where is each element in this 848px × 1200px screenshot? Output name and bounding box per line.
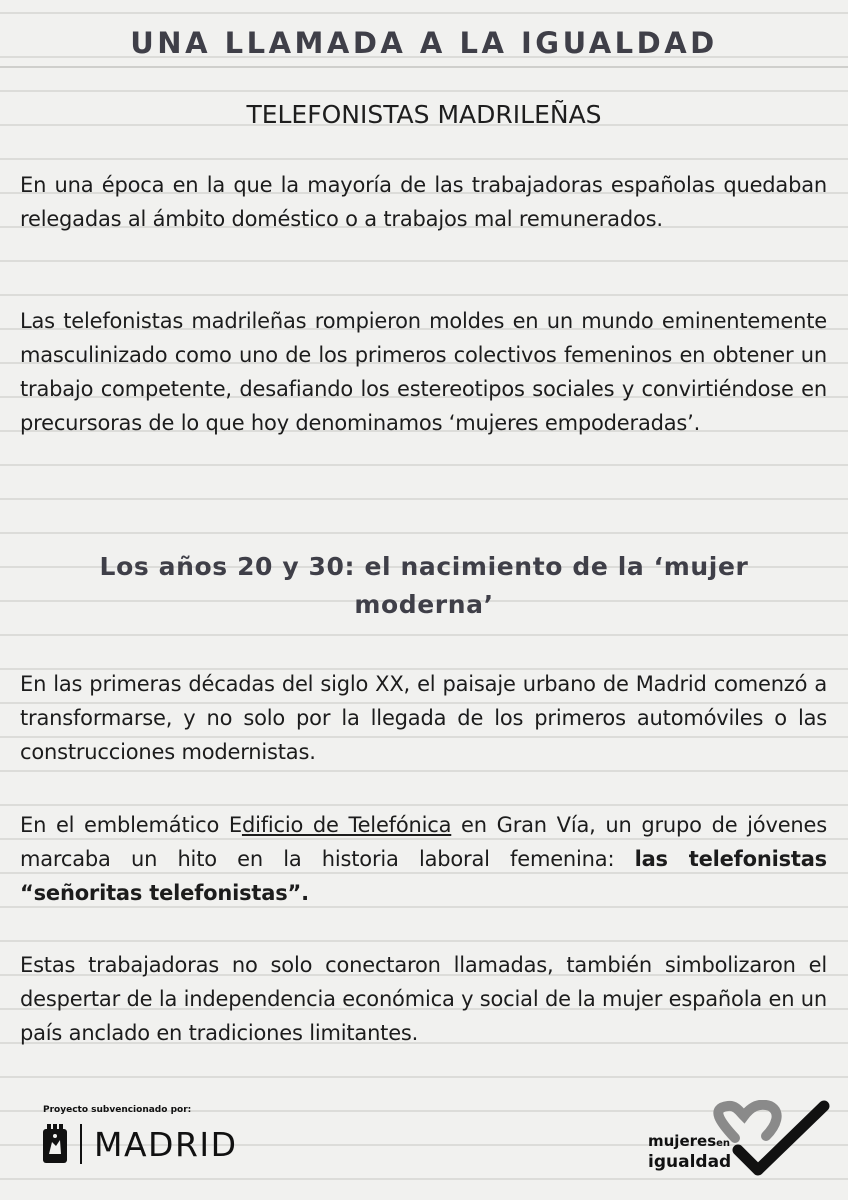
mei-word-mujeres: mujeres [648, 1132, 717, 1150]
madrid-logo-text: MADRID [94, 1124, 238, 1164]
mujeres-en-igualdad-logo [640, 1100, 830, 1180]
section-paragraph-2 [20, 808, 827, 910]
madrid-logo [42, 1124, 238, 1164]
telefonistas-highlight: las telefonistas “señoritas telefonistas”. [20, 847, 827, 905]
section-paragraph-3: Estas trabajadoras no solo conectaron llamadas, también simbolizaron el despertar de la independencia económica y social de la mujer española en un país anclado en tradiciones limitantes. [20, 953, 827, 1045]
mei-word-igualdad: igualdad [648, 1152, 732, 1172]
madrid-logo-separator [80, 1124, 82, 1164]
section-title: Los años 20 y 30: el nacimiento de la ‘mujer moderna’ [99, 552, 749, 619]
document-title: UNA LLAMADA A LA IGUALDAD [130, 26, 718, 60]
intro-paragraph-1: En una época en la que la mayoría de las trabajadoras españolas quedaban relegadas al ámbito doméstico o a trabajos mal remunerados. [20, 173, 827, 231]
mei-word-en: en [716, 1138, 731, 1149]
section-paragraph-1: En las primeras décadas del siglo XX, el paisaje urbano de Madrid comenzó a transformarse, y no solo por la llegada de los primeros automóviles o las construcciones modernistas. [20, 672, 827, 764]
paragraph-2-lead: En el emblemático E [20, 813, 242, 837]
madrid-crest-icon [42, 1124, 68, 1164]
mei-logo-text [648, 1132, 731, 1171]
funding-label: Proyecto subvencionado por: [43, 1105, 192, 1115]
intro-paragraph-2: Las telefonistas madrileñas rompieron moldes en un mundo eminentemente masculinizado como uno de los primeros colectivos femeninos en obtener un trabajo competente, desafiando los estereotipos sociales y convirtiéndose en precursoras de lo que hoy denominamos ‘mujeres empoderadas’. [20, 309, 827, 435]
paragraph-2-middle: en Gran Vía, un grupo de jóvenes marcaba un hito en la historia laboral femenina: [20, 813, 827, 871]
document-subtitle: TELEFONISTAS MADRILEÑAS [246, 100, 602, 129]
edificio-telefonica-link[interactable]: dificio de Telefónica [241, 813, 452, 837]
header-divider [0, 66, 848, 68]
